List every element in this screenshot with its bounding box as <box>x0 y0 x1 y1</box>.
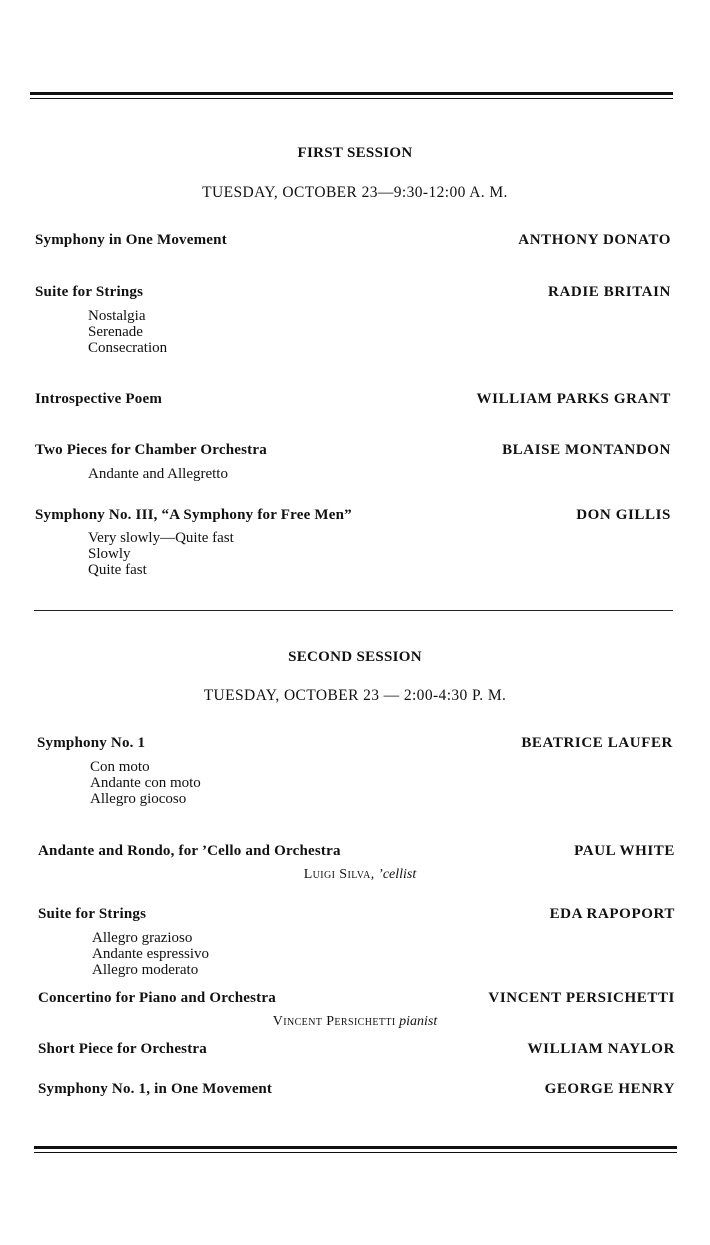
work-title: Two Pieces for Chamber Orchestra <box>35 442 267 458</box>
movement-item: Andante espressivo <box>92 946 210 962</box>
composer-name: PAUL WHITE <box>574 843 675 859</box>
work-title: Concertino for Piano and Orchestra <box>38 990 276 1006</box>
performer-name: Vincent Persichetti <box>272 1014 396 1029</box>
work-title: Andante and Rondo, for ’Cello and Orchestra <box>38 843 341 859</box>
composer-name: WILLIAM NAYLOR <box>527 1041 675 1057</box>
top-double-rule <box>30 92 673 99</box>
movement-item: Allegro giocoso <box>90 791 187 807</box>
work-title: Symphony No. 1 <box>37 735 146 751</box>
work-title: Short Piece for Orchestra <box>38 1041 207 1057</box>
work-title: Symphony No. 1, in One Movement <box>38 1081 273 1097</box>
performer-credit <box>205 1014 505 1030</box>
movement-item: Nostalgia <box>88 308 146 324</box>
movement-list <box>88 530 234 578</box>
work-title: Introspective Poem <box>35 391 163 407</box>
composer-name: EDA RAPOPORT <box>549 906 675 922</box>
work-title: Suite for Strings <box>38 906 147 922</box>
session-title-first: FIRST SESSION <box>297 145 413 161</box>
movement-item: Slowly <box>88 546 131 562</box>
session-date-second: TUESDAY, OCTOBER 23 — 2:00-4:30 P. M. <box>203 687 507 704</box>
movement-item: Allegro grazioso <box>92 930 193 946</box>
work-title: Symphony No. III, “A Symphony for Free Men” <box>35 507 352 523</box>
movement-list <box>88 466 228 482</box>
performer-role: ’cellist <box>378 867 417 882</box>
movement-item: Consecration <box>88 340 168 356</box>
movement-item: Con moto <box>90 759 150 775</box>
composer-name: WILLIAM PARKS GRANT <box>476 391 671 407</box>
section-divider <box>34 610 673 611</box>
performer-name: Luigi Silva, <box>303 867 375 882</box>
movement-item: Serenade <box>88 324 143 340</box>
composer-name: RADIE BRITAIN <box>548 284 671 300</box>
performer-credit <box>210 867 510 883</box>
composer-name: ANTHONY DONATO <box>518 232 671 248</box>
session-date-first: TUESDAY, OCTOBER 23—9:30-12:00 A. M. <box>202 184 508 201</box>
work-title: Suite for Strings <box>35 284 144 300</box>
composer-name: GEORGE HENRY <box>544 1081 675 1097</box>
movement-item: Quite fast <box>88 562 147 578</box>
movement-item: Andante and Allegretto <box>88 466 228 482</box>
movement-item: Andante con moto <box>90 775 201 791</box>
composer-name: DON GILLIS <box>576 507 671 523</box>
composer-name: VINCENT PERSICHETTI <box>488 990 675 1006</box>
composer-name: BLAISE MONTANDON <box>502 442 671 458</box>
performer-role: pianist <box>399 1014 438 1029</box>
work-title: Symphony in One Movement <box>35 232 227 248</box>
session-title-second: SECOND SESSION <box>288 649 422 665</box>
bottom-double-rule <box>34 1146 677 1153</box>
movement-item: Allegro moderato <box>92 962 199 978</box>
composer-name: BEATRICE LAUFER <box>521 735 673 751</box>
movement-list <box>90 759 201 807</box>
movement-list <box>88 308 167 356</box>
movement-list <box>92 930 209 978</box>
movement-item: Very slowly—Quite fast <box>88 530 234 546</box>
